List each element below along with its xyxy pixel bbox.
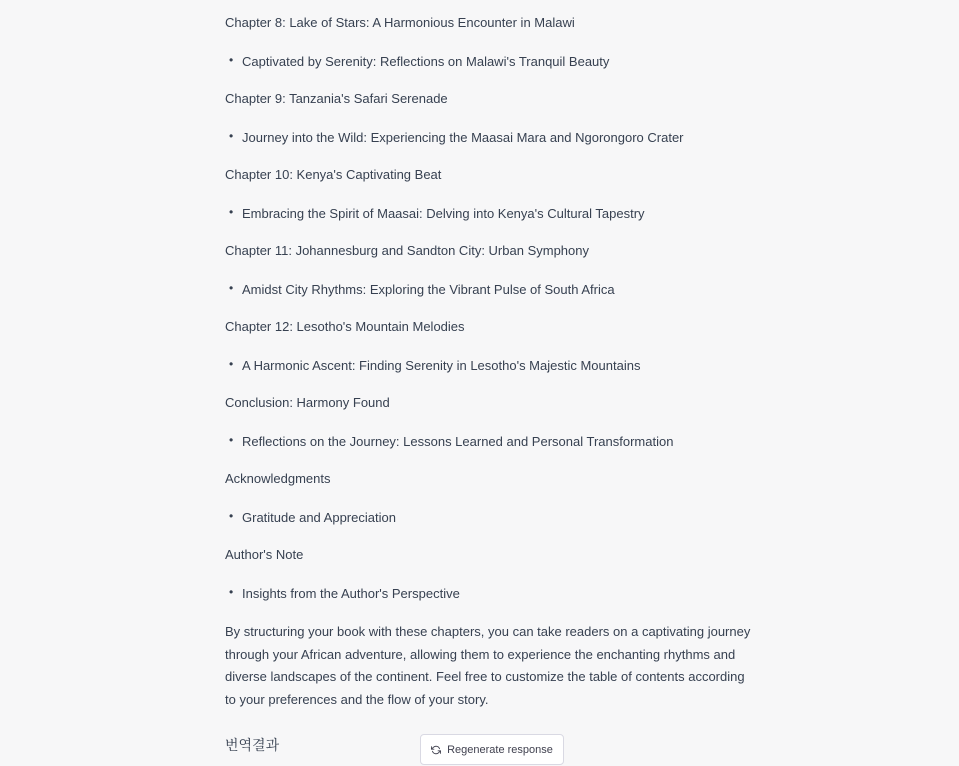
- chapter-subtitle: Embracing the Spirit of Maasai: Delving into Kenya's Cultural Tapestry: [242, 206, 645, 221]
- chapter-subtitle: Journey into the Wild: Experiencing the Maasai Mara and Ngorongoro Crater: [242, 130, 684, 145]
- chapter-title: Chapter 9: Tanzania's Safari Serenade: [225, 91, 448, 106]
- toc-entry: [225, 241, 755, 299]
- bullet-icon: •: [229, 357, 234, 371]
- translation-heading: 번역결과: [225, 738, 280, 754]
- bullet-icon: •: [229, 129, 234, 143]
- toc-entry: [225, 165, 755, 223]
- chapter-subtitle: Amidst City Rhythms: Exploring the Vibrant Pulse of South Africa: [242, 282, 615, 297]
- closing-paragraph: By structuring your book with these chapters, you can take readers on a captivating journey through your African adventure, allowing them to experience the enchanting rhythms and diverse landscapes of the continent. Feel free to customize the table of contents according to your preferences and the flow of your story.: [225, 624, 751, 707]
- chapter-title: Chapter 10: Kenya's Captivating Beat: [225, 167, 442, 182]
- chapter-subtitle: Captivated by Serenity: Reflections on Malawi's Tranquil Beauty: [242, 54, 610, 69]
- list-item: [225, 51, 755, 71]
- toc-entry: [225, 545, 755, 603]
- chapter-title: Chapter 12: Lesotho's Mountain Melodies: [225, 319, 465, 334]
- chat-response: [225, 13, 755, 711]
- list-item: [225, 431, 755, 451]
- toc-entry: [225, 89, 755, 147]
- chapter-subtitle: Reflections on the Journey: Lessons Learned and Personal Transformation: [242, 434, 674, 449]
- regenerate-label: Regenerate response: [447, 743, 553, 756]
- list-item: [225, 507, 755, 527]
- toc-entry: [225, 317, 755, 375]
- chapter-title: Chapter 8: Lake of Stars: A Harmonious Encounter in Malawi: [225, 15, 575, 30]
- bullet-icon: •: [229, 205, 234, 219]
- refresh-icon: [431, 745, 441, 755]
- bullet-icon: •: [229, 53, 234, 67]
- list-item: [225, 279, 755, 299]
- toc-entry: [225, 393, 755, 451]
- bullet-icon: •: [229, 509, 234, 523]
- list-item: [225, 127, 755, 147]
- chapter-title: Acknowledgments: [225, 471, 331, 486]
- list-item: [225, 203, 755, 223]
- bullet-icon: •: [229, 433, 234, 447]
- chapter-subtitle: A Harmonic Ascent: Finding Serenity in Lesotho's Majestic Mountains: [242, 358, 641, 373]
- chapter-title: Conclusion: Harmony Found: [225, 395, 390, 410]
- bullet-icon: •: [229, 585, 234, 599]
- chapter-title: Author's Note: [225, 547, 304, 562]
- regenerate-response-button[interactable]: [420, 734, 564, 765]
- toc-entry: [225, 13, 755, 71]
- bullet-icon: •: [229, 281, 234, 295]
- chapter-title: Chapter 11: Johannesburg and Sandton City: Urban Symphony: [225, 243, 589, 258]
- list-item: [225, 355, 755, 375]
- list-item: [225, 583, 755, 603]
- chapter-subtitle: Insights from the Author's Perspective: [242, 586, 460, 601]
- chapter-subtitle: Gratitude and Appreciation: [242, 510, 396, 525]
- toc-entry: [225, 469, 755, 527]
